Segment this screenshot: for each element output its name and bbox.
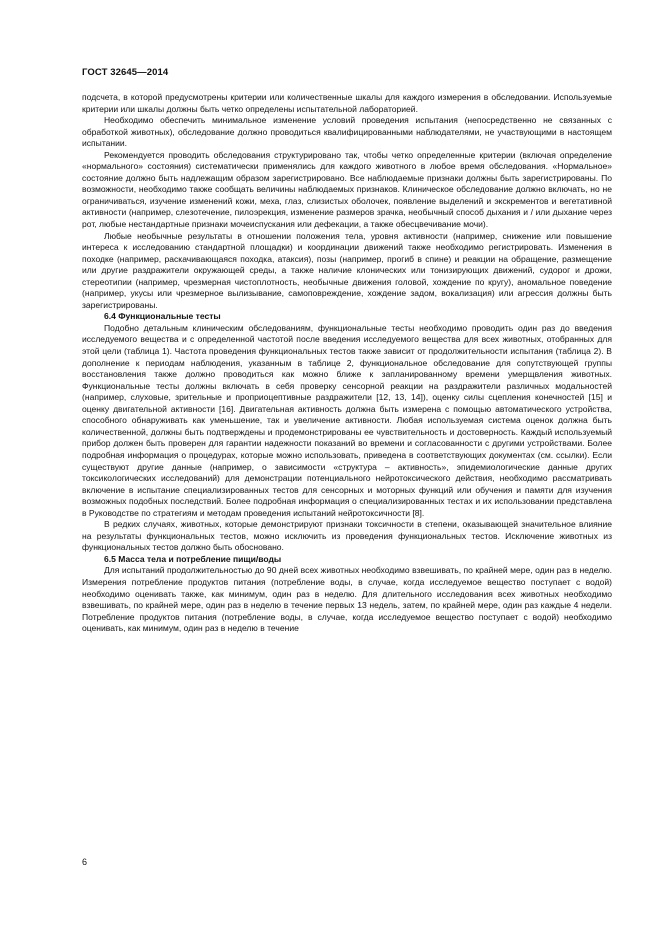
section-heading-6-4: 6.4 Функциональные тесты <box>104 311 221 322</box>
paragraph: Любые необычные результаты в отношении положения тела, уровня активности (например, снижение или повышение интереса к исследованию стандартной площадки) и координации движений также необходимо регистрировать. Изменения в походке (например, раскачивающаяся походка, атаксия), позы (например, прогиб в спине) и реакции на обращение, размещение или другие раздражители окружающей среды, а также наличие клонических или тонизирующих движений, судорог и дрожи, стереотипии (например, чрезмерная чистоплотность, необычные движения головой, хождение по кругу), аномальное поведение (например, укусы или чрезмерное вылизывание, самоповреждение, хождение задом, вокализация) или агрессия должны быть зарегистрированы. <box>82 230 612 310</box>
paragraph-continued: подсчета, в которой предусмотрены критерии или количественные шкалы для каждого измерения в обследовании. Используемые критерии или шкалы должны быть четко определены испытательной лабораторией. <box>82 92 612 114</box>
document-body <box>82 92 612 635</box>
document-header: ГОСТ 32645—2014 <box>82 67 169 78</box>
paragraph: В редких случаях, животных, которые демонстрируют признаки токсичности в степени, оказывающей значительное влияние на результаты функциональных тестов, можно исключить из проведения функциональных тестов. Исключение животных из функциональных тестов должно быть обосновано. <box>82 519 612 553</box>
paragraph: Рекомендуется проводить обследования структурировано так, чтобы четко определенные критерии (включая определение «нормального» состояния) систематически применялись для каждого животного в любое время обследования. «Нормальное» состояние должно быть надлежащим образом зарегистрировано. Все наблюдаемые признаки должны быть зарегистрированы. По возможности, необходимо также сообщать величины наблюдаемых признаков. Клиническое обследование должно включать, но не ограничиваться, изучение изменений кожи, меха, глаз, слизистых оболочек, появление выделений и экскрементов и вегетативной активности (например, слезотечение, пилоэрекция, изменение размеров зрачка, необычный способ дыхания и / или дыхание через рот, любые нестандартные признаки мочеиспускания или дефекации, а также обесцвечивание мочи). <box>82 149 612 230</box>
page-number: 6 <box>82 857 88 867</box>
section-heading-6-5: 6.5 Масса тела и потребление пищи/воды <box>104 553 282 564</box>
paragraph: Необходимо обеспечить минимальное изменение условий проведения испытания (непосредственно не связанных с обработкой животных), обследование должно проводиться квалифицированными наблюдателями, не участвующими в настоящем испытании. <box>82 115 612 149</box>
paragraph: Подобно детальным клиническим обследованиям, функциональные тесты необходимо проводить один раз до введения исследуемого вещества и с определенной частотой после введения исследуемого вещества для всех животных, отобранных для этой цели (таблица 1). Частота проведения функциональных тестов также зависит от продолжительности испытания (таблица 2). В дополнение к периодам наблюдения, указанным в таблице 2, функциональное обследование для сопутствующей группы восстановления также должно проводиться как можно ближе к запланированному времени умерщвления животных. Функциональные тесты должны включать в себя проверку сенсорной реакции на раздражители различных модальностей (например, слуховые, зрительные и проприоцептивные раздражители [12, 13, 14]), оценку силы сцепления конечностей [15] и оценку двигательной активности [16]. Двигательная активность должна быть измерена с помощью автоматического устройства, способного обнаруживать как уменьшение, так и увеличение активности. Любая используемая система оценок должна быть количественной, должны быть подтверждены и продемонстрированы ее чувствительность и достоверность. Каждый используемый прибор должен быть проверен для гарантии надежности показаний во времени и согласованности с другими устройствами. Более подробная информация о процедурах, которые можно использовать, приведена в соответствующих документах (см. ссылки). Если существуют другие данные (например, о зависимости «структура – активность», эпидемиологические данные других токсикологических исследований) для демонстрации потенциального нейротоксического действия, необходимо рассматривать включение в испытание специализированных тестов для сенсорных и моторных функций или обучения и памяти для изучения возможных подобных последствий. Более подробная информация о специализированных тестах и их использовании представлена в Руководстве по стратегиям и методам проведения испытаний нейротоксичности [8]. <box>82 322 612 518</box>
paragraph: Для испытаний продолжительностью до 90 дней всех животных необходимо взвешивать, по крайней мере, один раз в неделю. Измерения потребление продуктов питания (потребление воды, в случае, когда исследуемое вещество поступает с водой) необходимо оценивать также, как минимум, один раз в неделю. Для длительного исследования всех животных необходимо взвешивать, по крайней мере, один раз в неделю в течение первых 13 недель, затем, по крайней мере, один раз каждые 4 недели. Потребление продуктов питания (потребление воды, в случае, когда исследуемое вещество поступает с водой) необходимо оценивать, как минимум, один раз в неделю в течение <box>82 565 612 634</box>
